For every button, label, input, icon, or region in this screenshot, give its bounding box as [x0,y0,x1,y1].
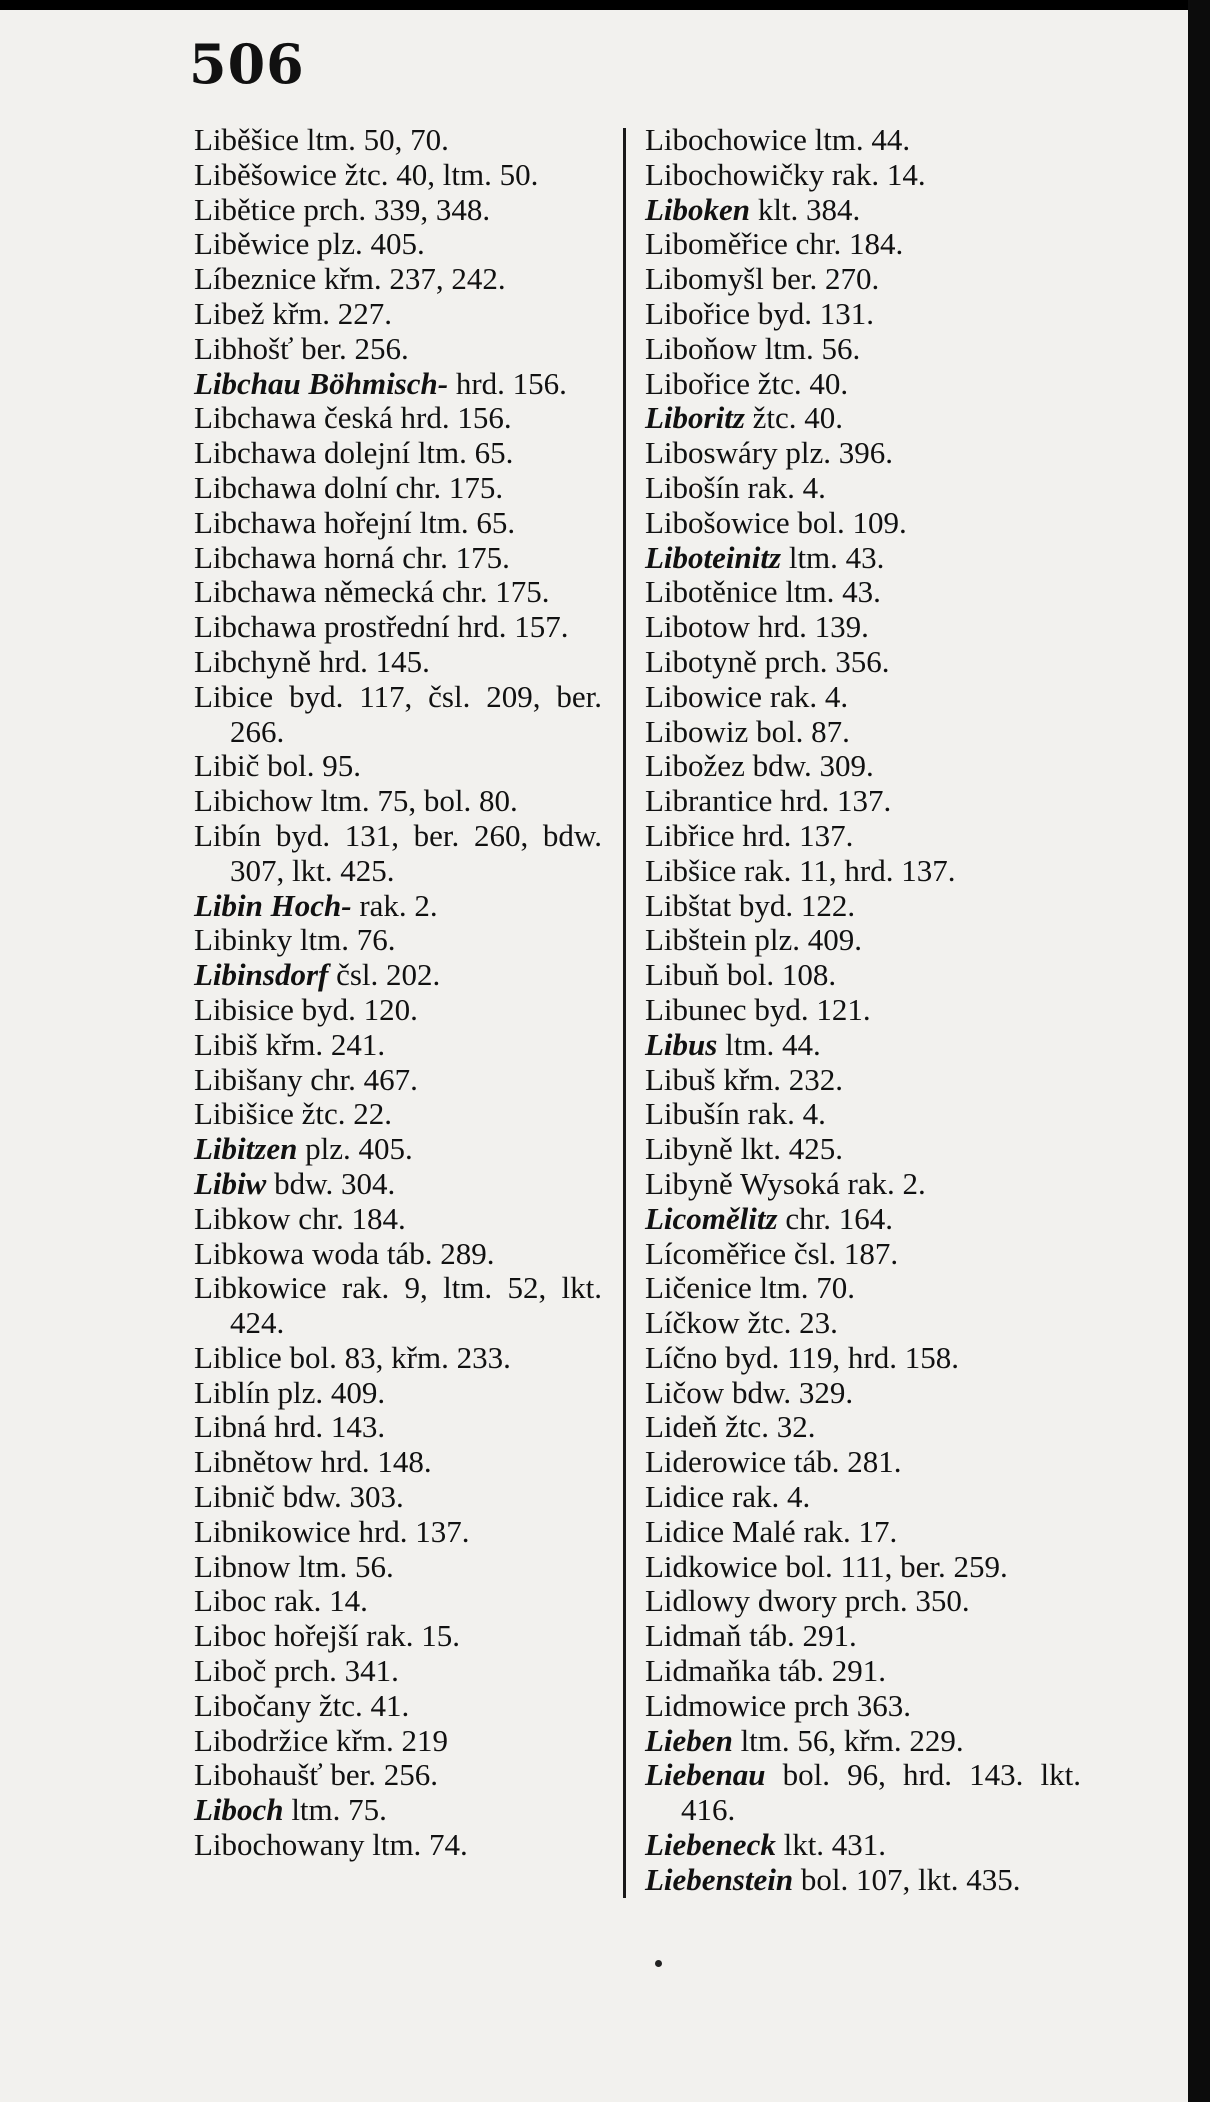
entry-headword: Libchawa [194,574,317,610]
entry-reference: woda táb. 289. [304,1235,495,1271]
entry-headword: Lidice [645,1513,725,1549]
index-entry [645,1758,1081,1828]
entry-reference: žtc. 22. [293,1096,392,1132]
index-entry [645,889,1081,924]
index-entry [194,262,602,297]
entry-headword: Libchawa [194,504,317,540]
index-entry [194,1758,602,1793]
index-entry [645,854,1081,889]
entry-reference: bol. 95. [259,748,362,784]
entry-reference: plz. 409. [746,922,862,958]
entry-headword: Libodržice [194,1722,329,1758]
entry-reference: bol. 83, křm. 233. [281,1339,511,1375]
entry-headword: Líčkow [645,1305,740,1341]
entry-reference: rak. 4. [739,469,826,505]
entry-reference: bdw. 304. [266,1165,396,1201]
entry-headword: Libušín [645,1096,740,1132]
entry-headword: Libyně [645,1165,733,1201]
entry-headword: Libochowičky [645,156,825,192]
index-entry [645,471,1081,506]
entry-reference: prch 363. [786,1687,912,1723]
entry-headword: Libořice [645,365,751,401]
entry-headword: Lidmowice [645,1687,787,1723]
index-entry [194,784,602,819]
index-entry [645,715,1081,750]
entry-reference: ltm. 74. [364,1827,468,1863]
entry-reference: plz. 409. [269,1374,386,1410]
entry-reference: křm. 241. [257,1026,386,1062]
entry-headword: Libchawa [194,435,317,471]
page [0,10,1188,2102]
entry-headword: Libkowice [194,1270,327,1306]
entry-headword: Libitzen [194,1131,298,1167]
entry-reference: klt. 384. [750,191,861,227]
entry-reference: prch. 356. [756,643,890,679]
index-entry [194,1480,602,1515]
entry-reference: Malé rak. 17. [724,1513,898,1549]
entry-reference: ltm. 56. [290,1548,394,1584]
index-entry [194,749,602,784]
entry-reference: táb. 291. [741,1618,857,1654]
index-entry [645,749,1081,784]
entry-reference: bol. 87. [748,713,850,749]
entry-headword: Liblice [194,1339,282,1375]
index-entry [645,610,1081,645]
entry-headword: Lidice [645,1479,725,1515]
entry-headword: Lieben [645,1722,733,1758]
entry-reference: prch. 339, 348. [295,191,491,227]
entry-reference: dolní chr. 175. [316,469,504,505]
entry-reference: byd. 131. [750,295,875,331]
entry-headword: Libiw [194,1165,267,1201]
index-entry [194,1063,602,1098]
index-entry [645,1480,1081,1515]
entry-headword: Liboswáry [645,435,778,471]
entry-headword: Libus [645,1026,718,1062]
index-entry [194,923,602,958]
entry-headword: Libchawa [194,539,317,575]
entry-reference: křm. 219 [328,1722,448,1758]
index-entry [194,541,602,576]
entry-headword: Libuš [645,1061,716,1097]
index-entry [194,1654,602,1689]
index-entry [194,193,602,228]
index-entry [194,1237,602,1272]
entry-headword: Libošowice [645,504,790,540]
entry-reference: česká hrd. 156. [316,400,512,436]
entry-headword: Liboch [194,1792,284,1828]
index-entry [194,297,602,332]
entry-reference: ltm. 44. [717,1026,821,1062]
page-number: 506 [189,32,305,96]
entry-reference: hrd. 145. [311,643,430,679]
index-entry [645,401,1081,436]
entry-headword: Líčno [645,1339,718,1375]
entry-headword: Libřice [645,817,735,853]
index-entry [194,471,602,506]
index-entry [645,680,1081,715]
entry-reference: žtc. 32. [717,1409,816,1445]
entry-headword: Liběšice [194,122,300,157]
entry-headword: Libkow [194,1200,291,1236]
index-entry [645,1619,1081,1654]
entry-reference: rak. 14. [824,156,926,192]
index-entry [194,1828,602,1863]
entry-reference: bol. 96, hrd. 143. lkt. 416. [681,1757,1081,1828]
entry-headword: Libnikowice [194,1513,351,1549]
entry-reference: ltm. 76. [292,922,396,958]
entry-reference: žtc. 40, ltm. 50. [336,156,539,192]
entry-reference: byd. 119, hrd. 158. [717,1339,959,1375]
entry-headword: Lidmaňka [645,1653,771,1689]
index-entry [645,1689,1081,1724]
index-entry [645,1376,1081,1411]
entry-reference: ltm. 56. [756,330,861,366]
entry-headword: Libotyně [645,643,757,679]
entry-headword: Libštein [645,922,747,958]
entry-headword: Liběšowice [194,156,337,192]
index-entry [645,332,1081,367]
entry-headword: Libice [194,678,274,714]
entry-headword: Libkowa [194,1235,305,1271]
entry-headword: Líbeznice [194,261,317,297]
entry-headword: Libořice [645,295,751,331]
entry-headword: Libichow [194,783,313,819]
entry-headword: Libotow [645,609,751,645]
entry-reference: křm. 232. [715,1061,844,1097]
entry-reference: byd. 120. [293,991,418,1027]
entry-reference: lkt. 431. [775,1827,887,1863]
entry-reference: ltm. 56, křm. 229. [732,1722,964,1758]
index-entry [194,1410,602,1445]
entry-headword: Libchawa [194,609,317,645]
entry-headword: Lidmaň [645,1618,742,1654]
entry-reference: čsl. 202. [328,957,441,993]
entry-reference: chr. 184. [290,1200,406,1236]
entry-headword: Libowice [645,678,763,714]
index-entry [645,227,1081,262]
entry-reference: rak. 2. [351,887,438,923]
entry-reference: žtc. 41. [311,1687,410,1723]
entry-headword: Libnič [194,1479,275,1515]
entry-headword: Liderowice [645,1444,787,1480]
index-entry [194,1724,602,1759]
entry-headword: Libič [194,748,260,784]
entry-headword: Liboken [645,191,751,227]
index-entry [645,297,1081,332]
entry-headword: Liboc [194,1583,267,1619]
entry-reference: žtc. 40. [744,400,844,436]
entry-headword: Libež [194,295,265,331]
entry-headword: Libišany [194,1061,303,1097]
index-entry [645,993,1081,1028]
entry-headword: Libotěnice [645,574,778,610]
entry-reference: žtc. 23. [739,1305,838,1341]
entry-reference: ber. 256. [322,1757,438,1793]
index-entry [194,1132,602,1167]
index-entry [194,1271,602,1341]
index-entry [645,1202,1081,1237]
entry-reference: ltm. 43. [781,539,885,575]
entry-headword: Lideň [645,1409,718,1445]
entry-headword: Libšice [645,852,737,888]
entry-headword: Libowiz [645,713,749,749]
index-entry [194,993,602,1028]
index-entry [194,575,602,610]
entry-reference: chr. 184. [787,226,904,262]
index-entry [194,819,602,889]
index-entry [194,1515,602,1550]
index-entry [194,158,602,193]
entry-reference: chr. 467. [302,1061,418,1097]
entry-headword: Libomyšl [645,261,764,297]
entry-headword: Libnětow [194,1444,313,1480]
index-entry [194,1550,602,1585]
entry-headword: Libohaušť [194,1757,323,1793]
entry-headword: Libiš [194,1026,258,1062]
index-entry [645,1584,1081,1619]
entry-reference: byd. 121. [746,991,871,1027]
index-entry [645,1654,1081,1689]
index-entry [645,1445,1081,1480]
index-entry [194,1584,602,1619]
entry-headword: Libošín [645,469,740,505]
entry-reference: hořejší rak. 15. [266,1618,461,1654]
entry-reference: německá chr. 175. [316,574,550,610]
entry-reference: táb. 291. [770,1653,887,1689]
index-entry [194,958,602,993]
entry-headword: Liebenau [645,1757,766,1793]
entry-reference: bol. 111, ber. 259. [777,1548,1008,1584]
index-entry [645,123,1081,158]
entry-headword: Liboč [194,1653,267,1689]
entry-reference: byd. 117, čsl. 209, ber. 266. [230,678,602,749]
entry-headword: Liblín [194,1374,270,1410]
entry-reference: hrd. 137. [772,783,892,819]
entry-reference: ltm. 43. [777,574,881,610]
index-entry [194,1445,602,1480]
entry-headword: Librantice [645,783,773,819]
entry-headword: Libunec [645,991,747,1027]
entry-headword: Libětice [194,191,296,227]
index-entry [645,158,1081,193]
entry-reference: rak. 9, ltm. 52, lkt. 424. [230,1270,602,1341]
entry-reference: rak. 4. [724,1479,811,1515]
entry-reference: prostřední hrd. 157. [316,609,569,645]
entry-headword: Liboňow [645,330,757,366]
entry-headword: Libinky [194,922,293,958]
entry-reference: plz. 396. [777,435,893,471]
index-entry [645,1515,1081,1550]
index-entry [645,1863,1081,1898]
entry-reference: prch. 341. [266,1653,399,1689]
entry-headword: Libhošť [194,330,294,366]
entry-reference: bdw. 329. [724,1374,854,1410]
index-entry [645,958,1081,993]
entry-reference: plz. 405. [297,1131,413,1167]
index-entry [645,1306,1081,1341]
entry-reference: bdw. 303. [274,1479,404,1515]
entry-reference: dwory prch. 350. [750,1583,970,1619]
entry-reference: plz. 405. [309,226,425,262]
entry-reference: hrd. 148. [312,1444,432,1480]
entry-headword: Liboměřice [645,226,788,262]
index-entry [645,506,1081,541]
entry-reference: bdw. 309. [744,748,874,784]
index-entry [645,1271,1081,1306]
index-entry [194,645,602,680]
index-entry [645,193,1081,228]
index-entry [645,1341,1081,1376]
index-entry [645,436,1081,471]
entry-reference: bol. 108. [719,957,837,993]
entry-headword: Liebenstein [645,1861,794,1897]
entry-headword: Libchyně [194,643,312,679]
entry-headword: Libchawa [194,400,317,436]
scan-edge [1188,0,1210,2102]
index-entry [194,889,602,924]
index-entry [645,575,1081,610]
index-entry [194,436,602,471]
entry-headword: Lidkowice [645,1548,778,1584]
index-entry [645,784,1081,819]
entry-headword: Libinsdorf [194,957,329,993]
index-entry [645,367,1081,402]
index-entry [645,1550,1081,1585]
index-entry [645,1063,1081,1098]
ink-dot [655,1960,662,1967]
entry-headword: Libožez [645,748,745,784]
index-entry [194,367,602,402]
entry-reference: ber. 270. [763,261,880,297]
index-entry [194,1167,602,1202]
index-entry [194,1202,602,1237]
entry-reference: lkt. 425. [732,1131,844,1167]
right-column [645,123,1081,1898]
index-entry [645,819,1081,854]
index-entry [645,923,1081,958]
entry-reference: hořejní ltm. 65. [316,504,516,540]
entry-reference: čsl. 187. [786,1235,899,1271]
index-entry [194,227,602,262]
index-entry [645,541,1081,576]
entry-reference: rak. 11, hrd. 137. [736,852,956,888]
entry-headword: Libuň [645,957,720,993]
index-entry [645,1828,1081,1863]
index-entry [645,1132,1081,1167]
entry-headword: Licomělitz [645,1200,778,1236]
entry-reference: hrd. 137. [350,1513,470,1549]
entry-headword: Ličow [645,1374,725,1410]
entry-headword: Libchau Böhmisch- [194,365,449,401]
entry-headword: Liboc [194,1618,267,1654]
entry-headword: Ličenice [645,1270,752,1306]
entry-reference: bol. 109. [789,504,907,540]
entry-reference: Wysoká rak. 2. [732,1165,926,1201]
entry-headword: Liboritz [645,400,745,436]
entry-reference: žtc. 40. [750,365,849,401]
entry-reference: bol. 107, lkt. 435. [793,1861,1021,1897]
column-divider [623,128,626,1898]
index-entry [194,401,602,436]
entry-reference: byd. 122. [731,887,856,923]
entry-reference: hrd. 139. [750,609,869,645]
entry-reference: ber. 256. [293,330,409,366]
index-entry [194,332,602,367]
index-entry [194,1619,602,1654]
entry-headword: Libín [194,817,262,853]
entry-reference: hrd. 143. [266,1409,386,1445]
index-entry [194,506,602,541]
entry-reference: táb. 281. [786,1444,902,1480]
entry-reference: hrd. 156. [448,365,567,401]
left-column [194,123,602,1863]
entry-reference: rak. 4. [739,1096,826,1132]
index-entry [194,1028,602,1063]
entry-reference: křm. 237, 242. [316,261,506,297]
index-entry [194,1376,602,1411]
entry-headword: Libochowice [645,122,807,157]
entry-reference: křm. 227. [264,295,393,331]
entry-headword: Libyně [645,1131,733,1167]
index-entry [645,1237,1081,1272]
entry-reference: horná chr. 175. [316,539,510,575]
entry-reference: ltm. 75. [283,1792,387,1828]
index-entry [645,1724,1081,1759]
entry-reference: rak. 4. [762,678,849,714]
index-entry [645,1028,1081,1063]
entry-reference: ltm. 75, bol. 80. [312,783,518,819]
entry-headword: Libná [194,1409,267,1445]
index-entry [645,1097,1081,1132]
entry-headword: Libštat [645,887,732,923]
index-entry [194,123,602,158]
entry-headword: Libočany [194,1687,312,1723]
entry-reference: ltm. 50, 70. [299,122,449,157]
entry-reference: ltm. 44. [806,122,911,157]
entry-headword: Liběwice [194,226,310,262]
entry-headword: Lícoměřice [645,1235,787,1271]
entry-reference: ltm. 70. [751,1270,856,1306]
index-entry [194,1689,602,1724]
entry-reference: rak. 14. [266,1583,368,1619]
entry-headword: Libochowany [194,1827,365,1863]
entry-headword: Libisice [194,991,294,1027]
index-entry [645,645,1081,680]
entry-reference: hrd. 137. [734,817,854,853]
index-entry [194,610,602,645]
entry-reference: byd. 131, ber. 260, bdw. 307, lkt. 425. [230,817,602,888]
index-entry [645,262,1081,297]
index-entry [645,1167,1081,1202]
index-entry [194,1097,602,1132]
entry-reference: chr. 164. [777,1200,893,1236]
entry-headword: Libchawa [194,469,317,505]
entry-reference: dolejní ltm. 65. [316,435,514,471]
entry-headword: Lidlowy [645,1583,751,1619]
entry-headword: Libin Hoch- [194,887,352,923]
entry-headword: Libnow [194,1548,291,1584]
index-entry [194,680,602,750]
index-entry [194,1793,602,1828]
index-entry [194,1341,602,1376]
entry-headword: Libišice [194,1096,294,1132]
entry-headword: Liebeneck [645,1827,776,1863]
entry-headword: Liboteinitz [645,539,782,575]
index-entry [645,1410,1081,1445]
